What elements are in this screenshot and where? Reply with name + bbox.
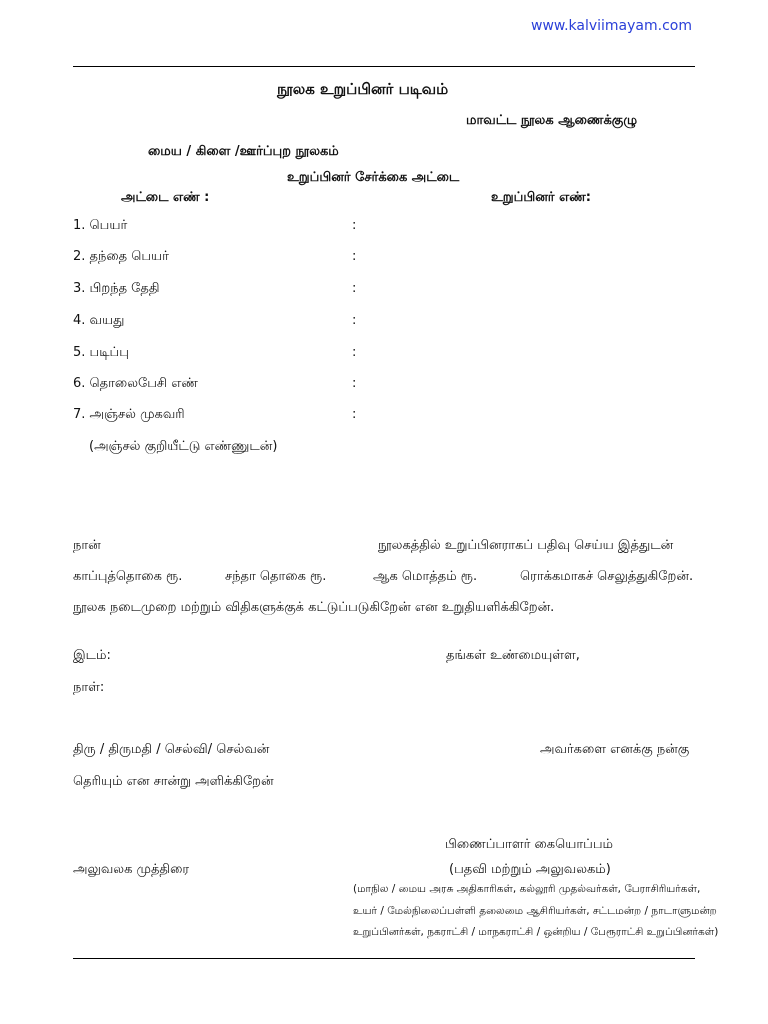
address-note: (அஞ்சல் குறியீட்டு எண்ணுடன்) bbox=[89, 439, 278, 454]
field-address-label: 7. அஞ்சல் முகவரி bbox=[73, 407, 185, 422]
place-label: இடம்: bbox=[73, 648, 111, 663]
field-education-colon: : bbox=[352, 345, 357, 360]
card-number-label: அட்டை எண் : bbox=[121, 190, 210, 205]
field-father-name-colon: : bbox=[352, 249, 357, 264]
eligible-guarantors-line1: (மாநில / மைய அரசு அதிகாரிகள், கல்லூரி முதல்வர்கள், பேராசிரியர்கள், bbox=[353, 883, 701, 895]
bottom-divider bbox=[73, 958, 695, 959]
field-father-name-label: 2. தந்தை பெயர் bbox=[73, 249, 169, 264]
deposit-amount-label: காப்புத்தொகை ரூ. bbox=[73, 569, 183, 584]
member-number-label: உறுப்பினர் எண்: bbox=[491, 190, 592, 205]
certify-text: தெரியும் என சான்று அளிக்கிறேன் bbox=[73, 774, 274, 789]
field-education-label: 5. படிப்பு bbox=[73, 345, 129, 360]
designation-office-label: (பதவி மற்றும் அலுவலகம்) bbox=[449, 862, 611, 877]
site-link[interactable]: www.kalviimayam.com bbox=[531, 18, 692, 34]
cash-payment-text: ரொக்கமாகச் செலுத்துகிறேன். bbox=[520, 569, 694, 584]
field-phone-colon: : bbox=[352, 376, 357, 391]
committee-name: மாவட்ட நூலக ஆணைக்குழு bbox=[466, 113, 638, 128]
eligible-guarantors-line2: உயர் / மேல்நிலைப்பள்ளி தலைமை ஆசிரியர்கள், சட்டமன்ற / நாடாளுமன்ற bbox=[353, 905, 717, 917]
field-dob-colon: : bbox=[352, 281, 357, 296]
field-age-colon: : bbox=[352, 313, 357, 328]
declaration-line1-right: நூலகத்தில் உறுப்பினராகப் பதிவு செய்ய இத்துடன் bbox=[378, 538, 674, 553]
library-types: மைய / கிளை /ஊர்ப்புற நூலகம் bbox=[148, 144, 339, 159]
office-seal-label: அலுவலக முத்திரை bbox=[73, 862, 190, 877]
field-name-label: 1. பெயர் bbox=[73, 218, 128, 233]
guarantor-signature-label: பிணைப்பாளர் கையொப்பம் bbox=[445, 837, 613, 852]
top-divider bbox=[73, 66, 695, 67]
yours-faithfully: தங்கள் உண்மையுள்ள, bbox=[446, 648, 580, 663]
form-title: நூலக உறுப்பினர் படிவம் bbox=[277, 80, 449, 98]
total-amount-label: ஆக மொத்தம் ரூ. bbox=[373, 569, 478, 584]
subscription-amount-label: சந்தா தொகை ரூ. bbox=[225, 569, 327, 584]
eligible-guarantors-line3: உறுப்பினர்கள், நகராட்சி / மாநகராட்சி / ஒன்றிய / பேரூராட்சி உறுப்பினர்கள்) bbox=[353, 926, 719, 938]
declaration-line1-left: நான் bbox=[73, 538, 101, 553]
field-phone-label: 6. தொலைபேசி எண் bbox=[73, 376, 198, 391]
field-dob-label: 3. பிறந்த தேதி bbox=[73, 281, 160, 296]
date-label: நாள்: bbox=[73, 680, 105, 695]
field-age-label: 4. வயது bbox=[73, 313, 125, 328]
declaration-line3: நூலக நடைமுறை மற்றும் விதிகளுக்குக் கட்டுப்படுகிறேன் என உறுதியளிக்கிறேன். bbox=[73, 600, 555, 615]
field-address-colon: : bbox=[352, 407, 357, 422]
field-name-colon: : bbox=[352, 218, 357, 233]
known-text: அவர்களை எனக்கு நன்கு bbox=[540, 742, 690, 757]
titles-line: திரு / திருமதி / செல்வி/ செல்வன் bbox=[73, 742, 270, 757]
card-heading: உறுப்பினர் சேர்க்கை அட்டை bbox=[287, 170, 460, 185]
